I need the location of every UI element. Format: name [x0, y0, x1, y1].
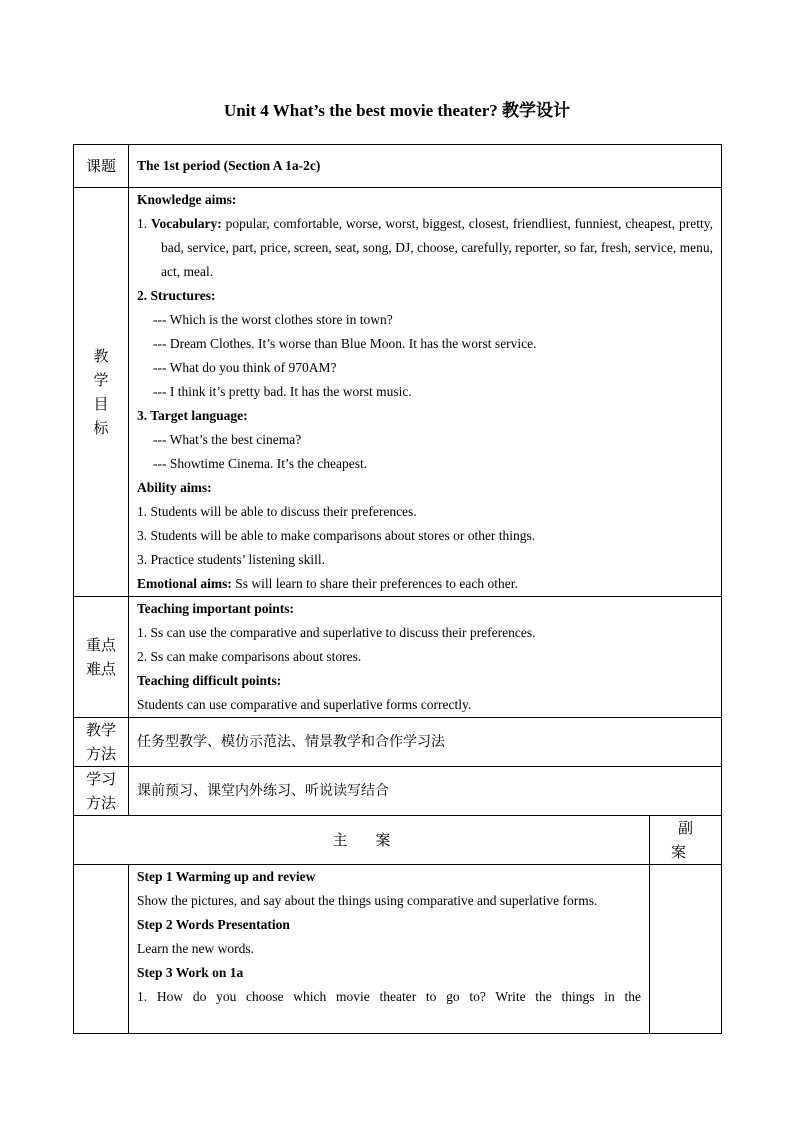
plan-header-row — [74, 816, 722, 865]
teaching-methods-label — [74, 718, 129, 767]
learning-methods-label-line: 方法 — [85, 794, 116, 812]
important-line: 2. Ss can make comparisons about stores. — [137, 649, 362, 664]
topic-value: The 1st period (Section A 1a-2c) — [137, 158, 321, 173]
step3-text: 1. How do you choose which movie theater to go to? Write the things in the — [137, 989, 641, 1004]
learning-methods-label-line: 学习 — [85, 770, 116, 788]
important-heading: Teaching important points: — [137, 601, 295, 616]
ability-heading: Ability aims: — [137, 480, 212, 495]
step2-text: Learn the new words. — [137, 941, 254, 956]
aims-label-char: 教 — [93, 347, 109, 365]
aims-label-char: 学 — [93, 371, 109, 389]
step3-heading: Step 3 Work on 1a — [137, 965, 244, 980]
structure-line: --- I think it’s pretty bad. It has the worst music. — [153, 384, 412, 399]
emotional-text: Ss will learn to share their preferences to each other. — [231, 576, 518, 591]
aims-content — [129, 188, 722, 597]
learning-methods-row — [74, 767, 722, 816]
key-points-label-line: 重点 — [85, 636, 116, 654]
ability-line: 3. Students will be able to make comparisons about stores or other things. — [137, 528, 536, 543]
topic-row — [74, 145, 722, 188]
structure-line: --- What do you think of 970AM? — [153, 360, 337, 375]
learning-methods-label — [74, 767, 129, 816]
target-line: --- What’s the best cinema? — [153, 432, 302, 447]
vocabulary-line — [137, 212, 713, 284]
teaching-methods-value: 任务型教学、模仿示范法、情景教学和合作学习法 — [137, 734, 445, 750]
ability-line: 3. Practice students’ listening skill. — [137, 552, 325, 567]
structures-heading: 2. Structures: — [137, 288, 216, 303]
aims-label — [74, 188, 129, 597]
side-plan-cell — [650, 865, 722, 1034]
steps-row — [74, 865, 722, 1034]
aims-label-char: 目 — [93, 395, 109, 413]
step2-heading: Step 2 Words Presentation — [137, 917, 290, 932]
important-line: 1. Ss can use the comparative and superlative to discuss their preferences. — [137, 625, 536, 640]
teaching-methods-label-line: 方法 — [85, 745, 116, 763]
learning-methods-value: 课前预习、课堂内外练习、听说读写结合 — [137, 783, 389, 799]
vocab-prefix: 1. — [137, 216, 151, 231]
knowledge-heading: Knowledge aims: — [137, 192, 237, 207]
structure-line: --- Dream Clothes. It’s worse than Blue Moon. It has the worst service. — [153, 336, 537, 351]
step1-heading: Step 1 Warming up and review — [137, 869, 316, 884]
key-points-label — [74, 597, 129, 718]
topic-label: 课题 — [74, 145, 129, 188]
steps-empty-label — [74, 865, 129, 1034]
teaching-methods-row — [74, 718, 722, 767]
emotional-line — [137, 572, 713, 596]
aims-row — [74, 188, 722, 597]
aims-label-char: 标 — [93, 419, 109, 437]
target-heading: 3. Target language: — [137, 408, 248, 423]
main-plan-header: 主案 — [332, 831, 419, 849]
emotional-label: Emotional aims: — [137, 576, 232, 591]
step1-text: Show the pictures, and say about the things using comparative and superlative forms. — [137, 893, 598, 908]
vocab-text: popular, comfortable, worse, worst, biggest, closest, friendliest, funniest, cheapest, pretty, bad, service, part, price, screen, seat, song, DJ, choose, carefully, reporter, so far, fresh, service, menu, act, meal. — [161, 216, 713, 279]
document-title: Unit 4 What’s the best movie theater? 教学设计 — [223, 101, 571, 120]
teaching-methods-label-line: 教学 — [85, 721, 116, 739]
key-points-label-line: 难点 — [85, 660, 116, 678]
structure-line: --- Which is the worst clothes store in town? — [153, 312, 393, 327]
difficult-heading: Teaching difficult points: — [137, 673, 282, 688]
side-plan-header: 副案 — [670, 819, 707, 861]
steps-content — [129, 865, 650, 1034]
key-points-row — [74, 597, 722, 718]
key-points-content — [129, 597, 722, 718]
vocab-label: Vocabulary: — [150, 216, 222, 231]
difficult-line: Students can use comparative and superlative forms correctly. — [137, 697, 472, 712]
target-line: --- Showtime Cinema. It’s the cheapest. — [153, 456, 368, 471]
lesson-plan-table — [73, 144, 722, 1034]
ability-line: 1. Students will be able to discuss their preferences. — [137, 504, 417, 519]
